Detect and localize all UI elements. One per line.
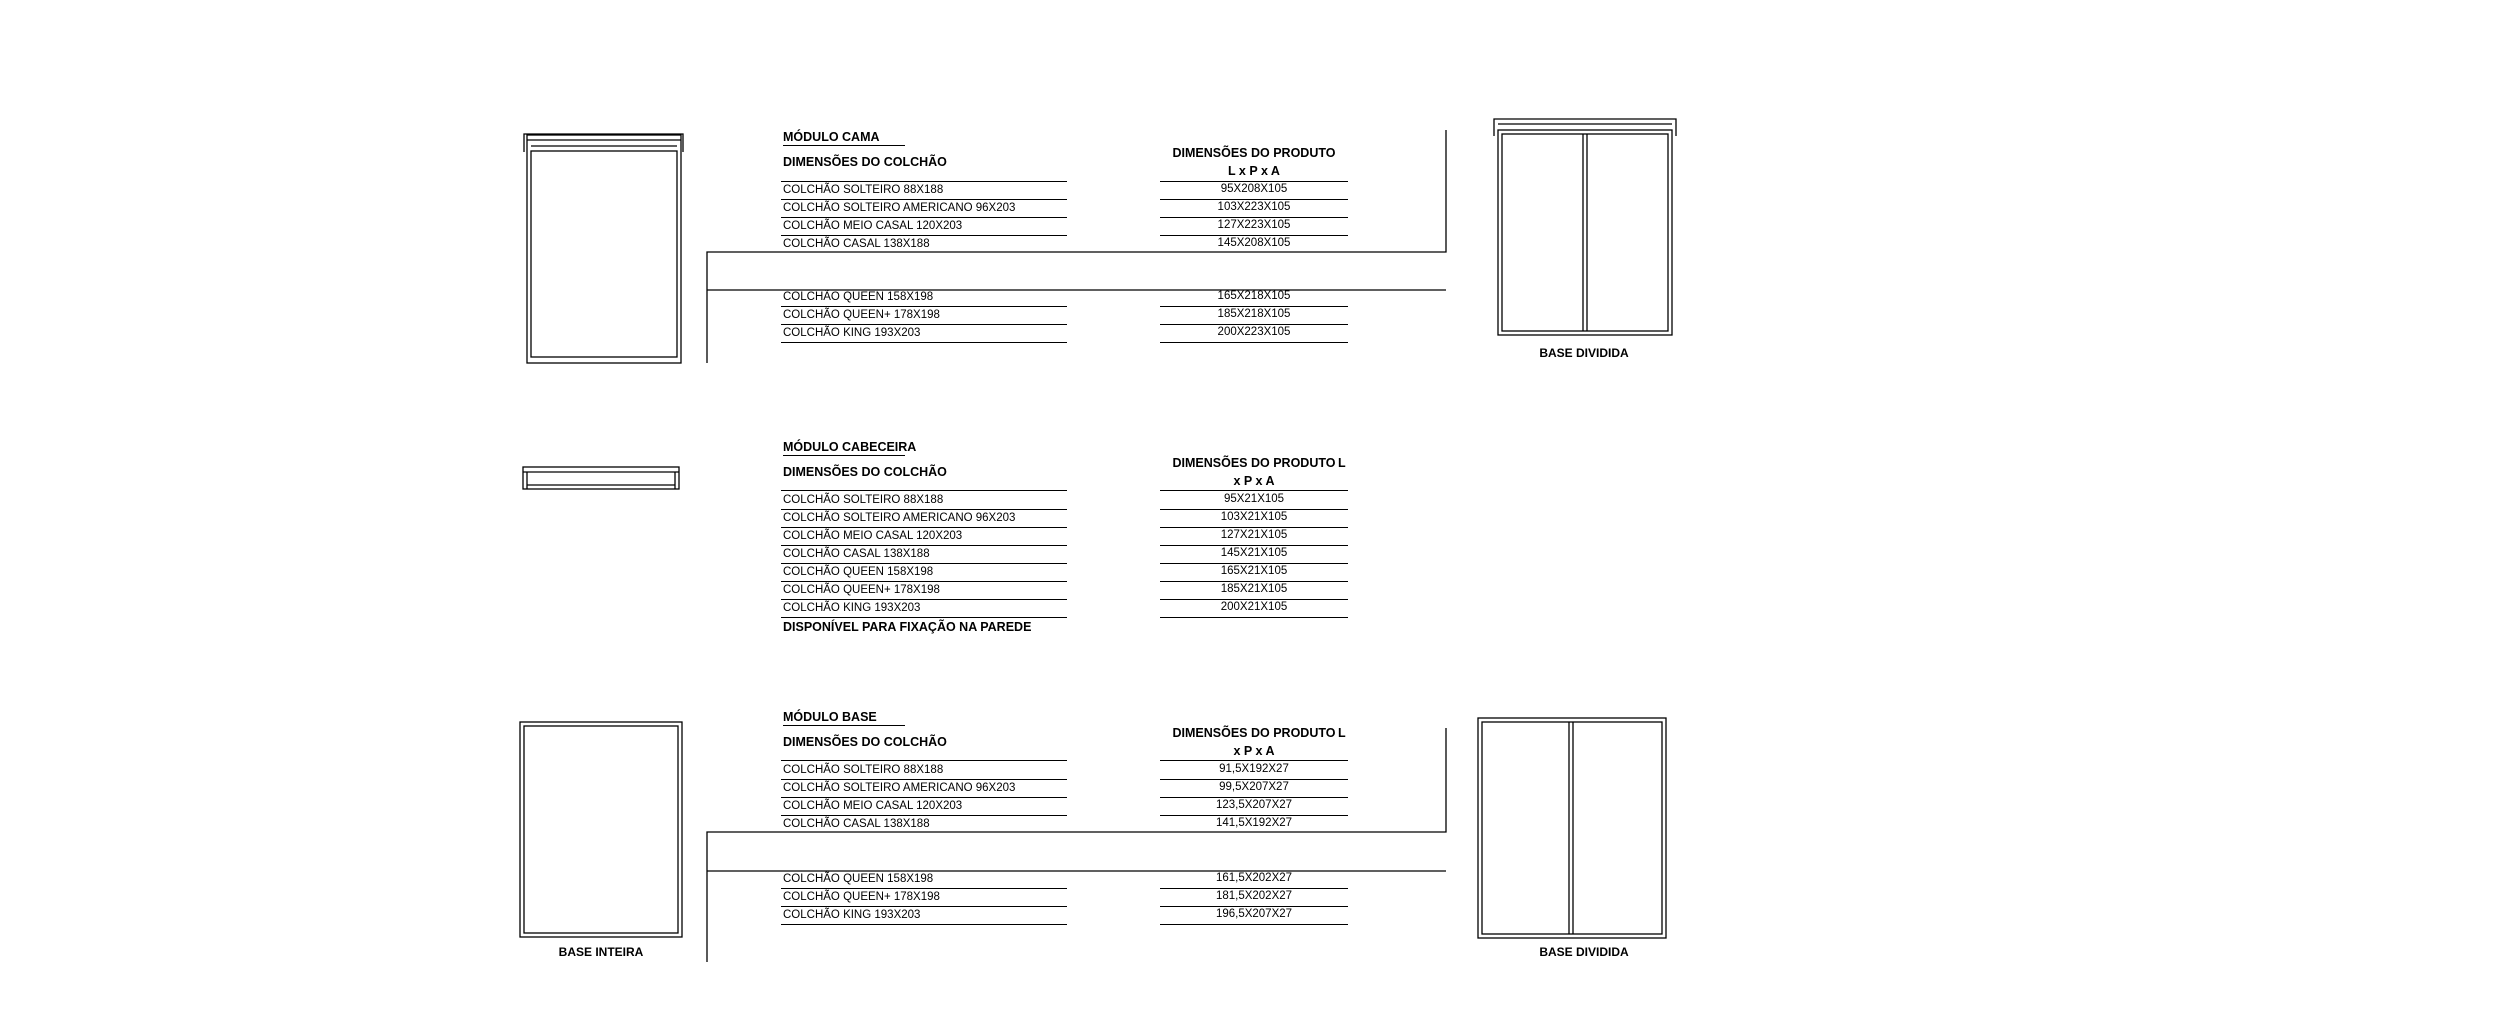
- mattress-cell: COLCHÃO QUEEN 158X198: [783, 873, 934, 885]
- table-rule: [781, 509, 1067, 510]
- table-rule: [1160, 342, 1348, 343]
- mattress-cell: COLCHÃO SOLTEIRO AMERICANO 96X203: [783, 202, 1016, 214]
- dimension-cell: 123,5X207X27: [1215, 799, 1293, 811]
- mattress-cell: COLCHÃO MEIO CASAL 120X203: [783, 220, 963, 232]
- base-mattress-header: DIMENSÕES DO COLCHÃO: [783, 735, 947, 749]
- table-rule: [781, 888, 1067, 889]
- table-rule: [1160, 217, 1348, 218]
- dimension-cell: 185X218X105: [1217, 308, 1291, 320]
- table-rule: [1160, 581, 1348, 582]
- headboard-product-header: DIMENSÕES DO PRODUTO: [1172, 456, 1336, 470]
- bed-module-drawing: [524, 134, 683, 363]
- table-rule: [781, 324, 1067, 325]
- full-base-caption: BASE INTEIRA: [558, 945, 644, 959]
- headboard-drawing: [523, 467, 679, 489]
- dimension-cell: 95X21X105: [1223, 493, 1285, 505]
- split-base-drawing-bottom: [1478, 718, 1666, 938]
- table-rule: [781, 545, 1067, 546]
- table-rule: [1160, 545, 1348, 546]
- mattress-cell: COLCHÃO MEIO CASAL 120X203: [783, 530, 963, 542]
- table-rule: [1160, 235, 1348, 236]
- headboard-product-header-l: L: [1338, 456, 1346, 470]
- table-rule: [781, 797, 1067, 798]
- dimension-cell: 99,5X207X27: [1219, 781, 1289, 793]
- table-rule: [1160, 324, 1348, 325]
- table-rule: [781, 617, 1067, 618]
- base-product-header-units: x P x A: [1233, 744, 1275, 758]
- bed-product-header: DIMENSÕES DO PRODUTO: [1172, 146, 1336, 160]
- table-rule: [781, 199, 1067, 200]
- title-underline: [783, 455, 905, 456]
- mattress-cell: COLCHÃO QUEEN 158X198: [783, 566, 934, 578]
- table-rule: [1160, 815, 1348, 816]
- table-rule: [1160, 888, 1348, 889]
- table-rule: [1160, 906, 1348, 907]
- dimension-cell: 127X21X105: [1220, 529, 1288, 541]
- table-rule: [781, 490, 1067, 491]
- title-underline: [783, 725, 905, 726]
- table-rule: [781, 563, 1067, 564]
- dimension-cell: 165X218X105: [1217, 290, 1291, 302]
- title-underline: [783, 145, 905, 146]
- mattress-cell: COLCHÃO SOLTEIRO 88X188: [783, 494, 944, 506]
- bed-module-title: MÓDULO CAMA: [783, 130, 880, 144]
- mattress-cell: COLCHÃO CASAL 138X188: [783, 818, 930, 830]
- mattress-cell: COLCHÃO SOLTEIRO 88X188: [783, 764, 944, 776]
- headboard-mattress-header: DIMENSÕES DO COLCHÃO: [783, 465, 947, 479]
- mattress-cell: COLCHÃO KING 193X203: [783, 602, 921, 614]
- table-rule: [1160, 181, 1348, 182]
- split-base-caption-top: BASE DIVIDIDA: [1539, 346, 1629, 360]
- headboard-module-title: MÓDULO CABECEIRA: [783, 440, 917, 454]
- split-base-drawing-top: [1494, 119, 1676, 335]
- mattress-cell: COLCHÃO SOLTEIRO AMERICANO 96X203: [783, 512, 1016, 524]
- table-rule: [1160, 760, 1348, 761]
- table-rule: [781, 217, 1067, 218]
- mattress-cell: COLCHÃO QUEEN 158X198: [783, 291, 934, 303]
- dimension-cell: 91,5X192X27: [1219, 763, 1289, 775]
- table-rule: [781, 181, 1067, 182]
- table-rule: [1160, 563, 1348, 564]
- dimension-cell: 196,5X207X27: [1215, 908, 1293, 920]
- dimension-cell: 145X208X105: [1217, 237, 1291, 249]
- mattress-cell: COLCHÃO MEIO CASAL 120X203: [783, 800, 963, 812]
- table-rule: [781, 581, 1067, 582]
- mattress-cell: COLCHÃO SOLTEIRO 88X188: [783, 184, 944, 196]
- table-rule: [1160, 924, 1348, 925]
- mattress-cell: COLCHÃO CASAL 138X188: [783, 548, 930, 560]
- table-rule: [1160, 490, 1348, 491]
- table-rule: [1160, 617, 1348, 618]
- table-rule: [781, 527, 1067, 528]
- mattress-cell: COLCHÃO QUEEN+ 178X198: [783, 584, 940, 596]
- dimension-cell: 103X21X105: [1220, 511, 1288, 523]
- dimension-cell: 127X223X105: [1217, 219, 1291, 231]
- bed-product-header-units: L x P x A: [1228, 164, 1280, 178]
- table-rule: [1160, 199, 1348, 200]
- dimension-cell: 103X223X105: [1217, 201, 1291, 213]
- table-rule: [781, 306, 1067, 307]
- mattress-cell: COLCHÃO QUEEN+ 178X198: [783, 309, 940, 321]
- dimension-cell: 200X21X105: [1220, 601, 1288, 613]
- table-rule: [781, 760, 1067, 761]
- base-module-title: MÓDULO BASE: [783, 710, 877, 724]
- base-product-header: DIMENSÕES DO PRODUTO: [1172, 726, 1336, 740]
- bed-mattress-header: DIMENSÕES DO COLCHÃO: [783, 155, 947, 169]
- full-base-drawing: [520, 722, 682, 937]
- dimension-cell: 185X21X105: [1220, 583, 1288, 595]
- dimension-cell: 141,5X192X27: [1215, 817, 1293, 829]
- table-rule: [1160, 306, 1348, 307]
- table-rule: [781, 779, 1067, 780]
- table-rule: [1160, 797, 1348, 798]
- table-rule: [1160, 599, 1348, 600]
- mattress-cell: COLCHÃO QUEEN+ 178X198: [783, 891, 940, 903]
- wall-mount-note: DISPONÍVEL PARA FIXAÇÃO NA PAREDE: [783, 620, 1032, 634]
- mattress-cell: COLCHÃO KING 193X203: [783, 909, 921, 921]
- table-rule: [781, 599, 1067, 600]
- table-rule: [1160, 509, 1348, 510]
- table-rule: [781, 235, 1067, 236]
- dimension-cell: 161,5X202X27: [1215, 872, 1293, 884]
- dimension-cell: 145X21X105: [1220, 547, 1288, 559]
- dimension-cell: 181,5X202X27: [1215, 890, 1293, 902]
- table-rule: [781, 342, 1067, 343]
- dimension-cell: 95X208X105: [1220, 183, 1288, 195]
- table-rule: [781, 906, 1067, 907]
- table-rule: [781, 924, 1067, 925]
- headboard-product-header-units: x P x A: [1233, 474, 1275, 488]
- split-base-caption-bottom: BASE DIVIDIDA: [1539, 945, 1629, 959]
- dimension-cell: 165X21X105: [1220, 565, 1288, 577]
- mattress-cell: COLCHÃO SOLTEIRO AMERICANO 96X203: [783, 782, 1016, 794]
- dimension-cell: 200X223X105: [1217, 326, 1291, 338]
- mattress-cell: COLCHÃO KING 193X203: [783, 327, 921, 339]
- table-rule: [781, 815, 1067, 816]
- table-rule: [1160, 779, 1348, 780]
- base-product-header-l: L: [1338, 726, 1346, 740]
- mattress-cell: COLCHÃO CASAL 138X188: [783, 238, 930, 250]
- table-rule: [1160, 527, 1348, 528]
